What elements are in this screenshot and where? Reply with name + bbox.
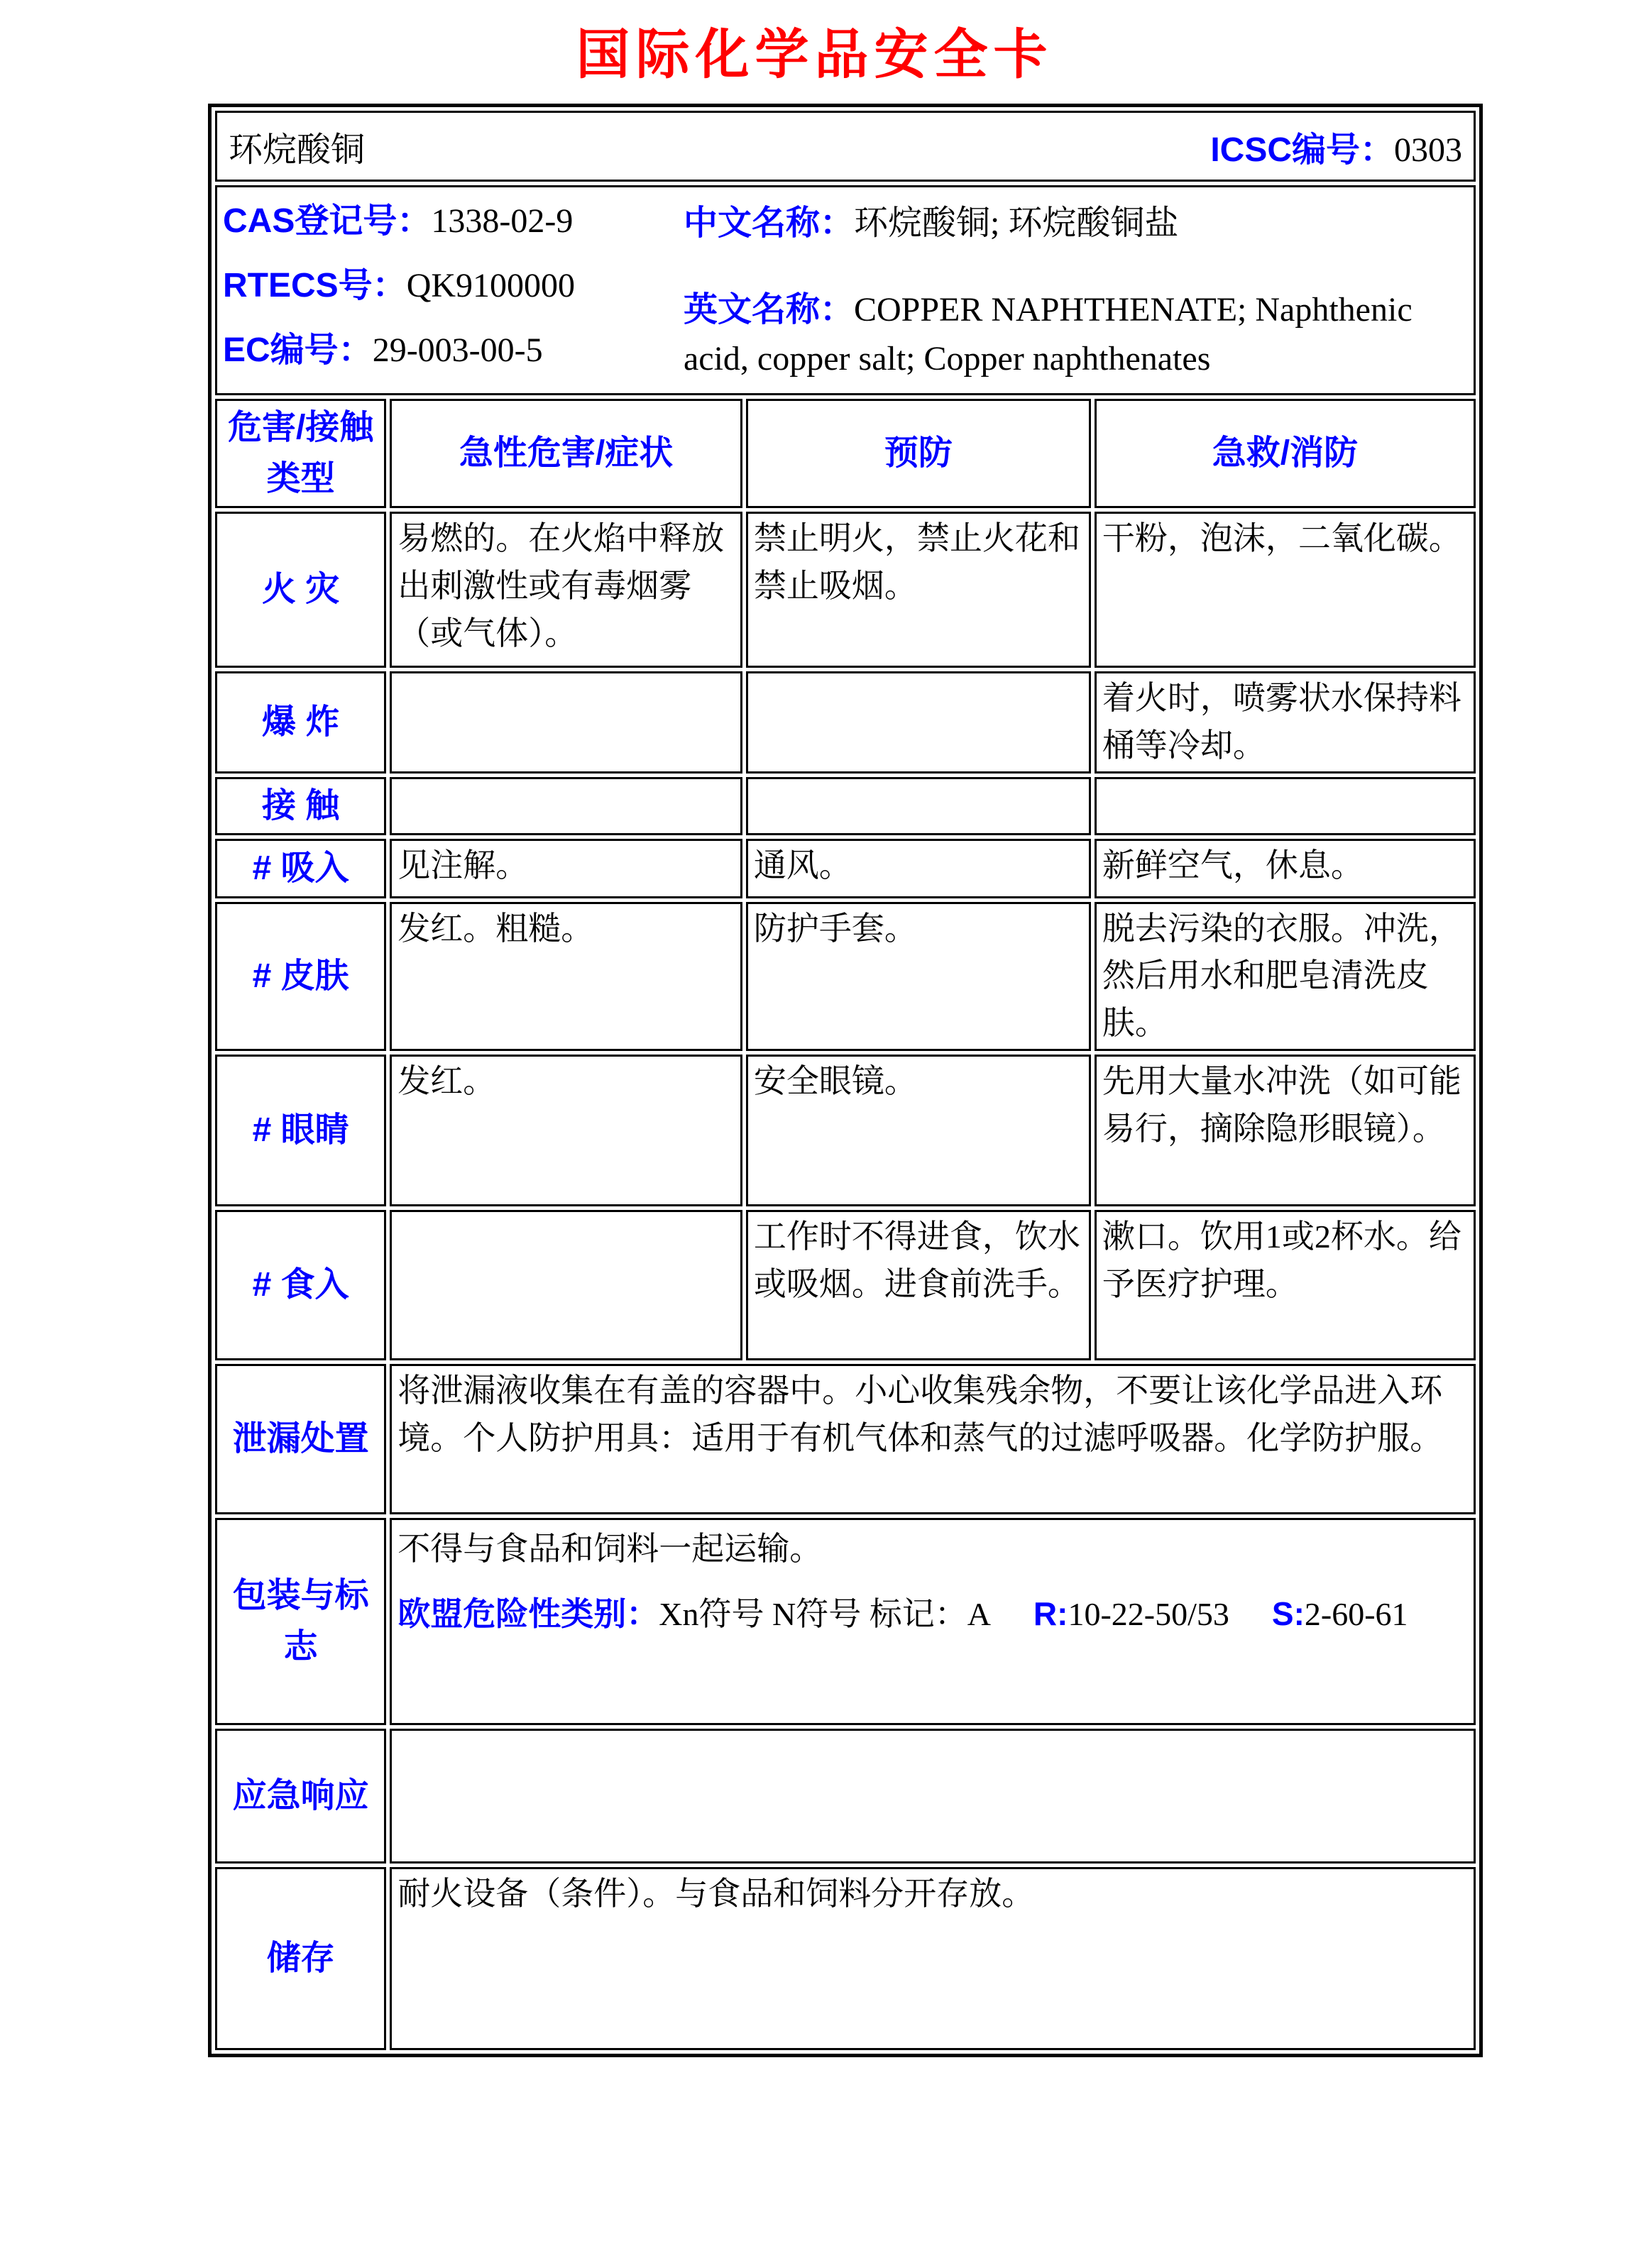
icsc-number-group: [1210, 122, 1462, 171]
ingestion-symptoms-cell: [390, 1210, 742, 1360]
eyes-prevention-cell: 安全眼镜。: [746, 1055, 1091, 1206]
hazard-type-header-line1: 危害/接触: [227, 409, 374, 447]
identification-cell: [215, 185, 1476, 395]
english-name-value: COPPER NAPHTHENATE; Naphthenic acid, copper salt; Copper naphthenates: [683, 290, 1413, 378]
cas-number-label: CAS登记号：: [223, 202, 432, 240]
ec-number-label: EC编号：: [223, 331, 373, 369]
r-phrases-label: R:: [1033, 1595, 1068, 1632]
hazard-row-skin: [215, 902, 1476, 1051]
skin-symptoms-cell: 发红。粗糙。: [390, 902, 742, 1051]
packaging-eu-classification-line: [397, 1590, 1468, 1639]
identification-block: [223, 189, 1468, 392]
exposure-first-aid-cell: [1095, 777, 1476, 835]
hazard-row-inhalation: [215, 839, 1476, 898]
rtecs-number-line: [223, 263, 684, 309]
page-title: 国际化学品安全卡: [576, 23, 1053, 86]
skin-first-aid-cell: 脱去污染的衣服。冲洗，然后用水和肥皂清洗皮肤。: [1095, 902, 1476, 1051]
section-row-packaging: [215, 1518, 1476, 1725]
eyes-first-aid-cell: 先用大量水冲洗（如可能易行，摘除隐形眼镜）。: [1095, 1055, 1476, 1206]
storage-label-cell: 储存: [215, 1867, 386, 2050]
registry-numbers-block: [223, 199, 684, 392]
exposure-symptoms-cell: [390, 777, 742, 835]
card-header-bar: [223, 122, 1468, 171]
card-header-cell: [215, 111, 1476, 182]
ingestion-prevention-cell: 工作时不得进食，饮水或吸烟。进食前洗手。: [746, 1210, 1091, 1360]
explosion-first-aid-cell: 着火时，喷雾状水保持料桶等冷却。: [1095, 671, 1476, 773]
hazard-row-eyes: [215, 1055, 1476, 1206]
fire-prevention-cell: 禁止明火，禁止火花和禁止吸烟。: [746, 512, 1091, 668]
section-row-emergency: [215, 1729, 1476, 1864]
identification-row: [215, 185, 1476, 395]
cas-number-value: 1338-02-9: [431, 202, 574, 240]
skin-type-cell: # 皮肤: [215, 902, 386, 1051]
section-row-spill: [215, 1364, 1476, 1514]
exposure-type-cell: 接 触: [215, 777, 386, 835]
chinese-name-value: 环烷酸铜; 环烷酸铜盐: [853, 204, 1179, 242]
icsc-number-value: 0303: [1394, 131, 1462, 169]
column-header-row: [215, 399, 1476, 508]
exposure-prevention-cell: [746, 777, 1091, 835]
skin-prevention-cell: 防护手套。: [746, 902, 1091, 1051]
fire-first-aid-cell: 干粉，泡沫，二氧化碳。: [1095, 512, 1476, 668]
inhalation-first-aid-cell: 新鲜空气，休息。: [1095, 839, 1476, 898]
ingestion-type-cell: # 食入: [215, 1210, 386, 1360]
emergency-label-cell: 应急响应: [215, 1729, 386, 1864]
hazard-row-explosion: [215, 671, 1476, 773]
cas-number-line: [223, 199, 684, 245]
column-header-hazard-type: [215, 399, 386, 508]
icsc-number-label: ICSC编号：: [1210, 131, 1394, 169]
ec-number-value: 29-003-00-5: [372, 331, 543, 369]
english-name-label: 英文名称：: [683, 290, 854, 329]
column-header-first-aid: 急救/消防: [1095, 399, 1476, 508]
eu-classification-value: Xn符号 N符号 标记：A: [659, 1595, 991, 1632]
packaging-transport-note: 不得与食品和饲料一起运输。: [397, 1530, 823, 1567]
ec-number-line: [223, 328, 684, 374]
inhalation-type-cell: # 吸入: [215, 839, 386, 898]
storage-content-cell: 耐火设备（条件）。与食品和饲料分开存放。: [390, 1867, 1476, 2050]
chinese-name-line: [684, 199, 1468, 248]
hazard-row-ingestion: [215, 1210, 1476, 1360]
icsc-card-table: [208, 104, 1483, 2057]
chinese-name-label: 中文名称：: [683, 204, 854, 242]
english-name-line: [684, 285, 1468, 384]
inhalation-symptoms-cell: 见注解。: [390, 839, 742, 898]
card-header-row: [215, 111, 1476, 182]
column-header-symptoms: 急性危害/症状: [390, 399, 742, 508]
explosion-prevention-cell: [746, 671, 1091, 773]
inhalation-prevention-cell: 通风。: [746, 839, 1091, 898]
s-phrases-value: 2-60-61: [1304, 1595, 1408, 1632]
chemical-name: 环烷酸铜: [229, 131, 366, 169]
hazard-type-header-line2: 类型: [266, 460, 335, 498]
rtecs-number-value: QK9100000: [406, 266, 576, 304]
eu-classification-label: 欧盟危险性类别：: [397, 1595, 659, 1632]
eyes-symptoms-cell: 发红。: [390, 1055, 742, 1206]
hazard-row-fire: [215, 512, 1476, 668]
explosion-symptoms-cell: [390, 671, 742, 773]
spill-label-cell: 泄漏处置: [215, 1364, 386, 1514]
r-phrases-value: 10-22-50/53: [1068, 1595, 1229, 1632]
packaging-label-cell: 包装与标志: [215, 1518, 386, 1725]
rtecs-number-label: RTECS号：: [223, 266, 407, 304]
section-row-storage: [215, 1867, 1476, 2050]
chemical-names-block: [684, 199, 1468, 384]
explosion-type-cell: 爆 炸: [215, 671, 386, 773]
fire-type-cell: 火 灾: [215, 512, 386, 668]
emergency-content-cell: [390, 1729, 1476, 1864]
spill-content-cell: 将泄漏液收集在有盖的容器中。小心收集残余物，不要让该化学品进入环境。个人防护用具：适用于有机气体和蒸气的过滤呼吸器。化学防护服。: [390, 1364, 1476, 1514]
packaging-content-cell: [390, 1518, 1476, 1725]
fire-symptoms-cell: 易燃的。在火焰中释放出刺激性或有毒烟雾（或气体）。: [390, 512, 742, 668]
hazard-row-exposure: [215, 777, 1476, 835]
column-header-prevention: 预防: [746, 399, 1091, 508]
eyes-type-cell: # 眼睛: [215, 1055, 386, 1206]
s-phrases-label: S:: [1271, 1595, 1305, 1632]
ingestion-first-aid-cell: 漱口。饮用1或2杯水。给予医疗护理。: [1095, 1210, 1476, 1360]
